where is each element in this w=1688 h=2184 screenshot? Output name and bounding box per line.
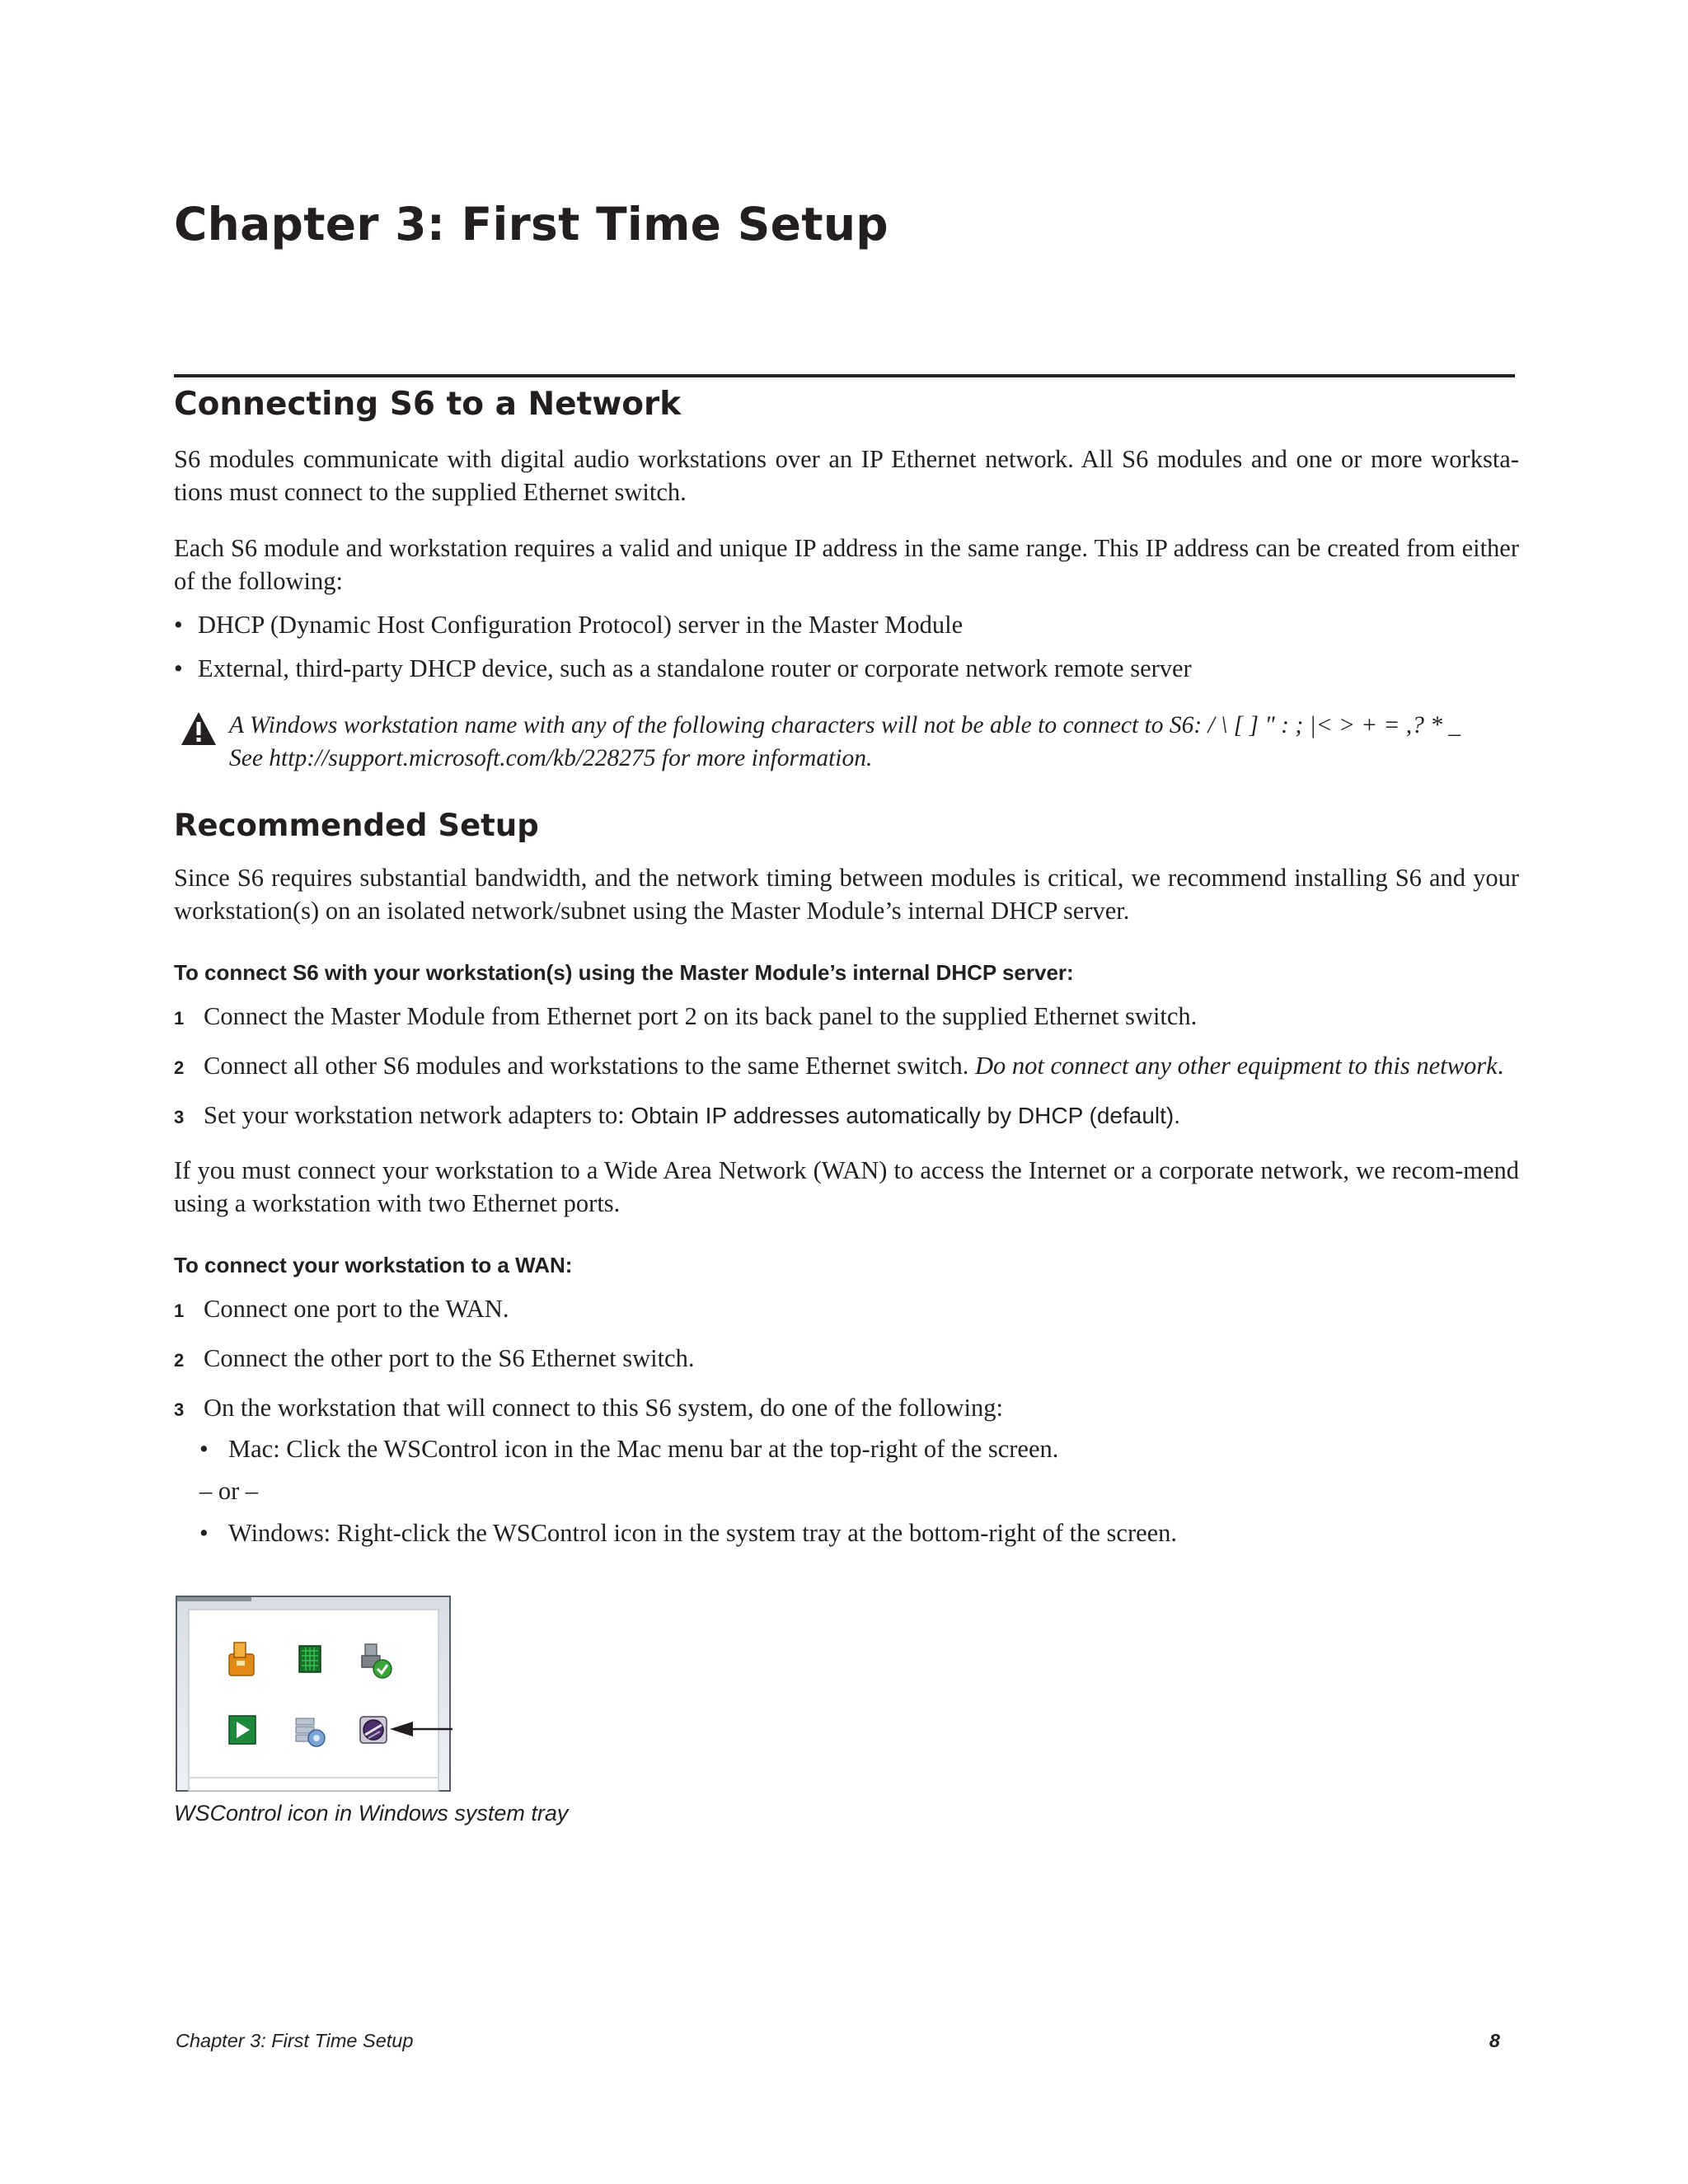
procedure-step	[174, 1342, 694, 1377]
sub-list-item	[199, 1516, 1177, 1549]
sub-list-item-text: Windows: Right-click the WSControl icon in the system tray at the bottom-right of the screen.	[228, 1519, 1178, 1547]
green-grid-icon[interactable]	[299, 1646, 321, 1672]
step-text: Connect one port to the WAN.	[204, 1295, 509, 1323]
ip-address-paragraph: Each S6 module and workstation requires a valid and unique IP address in the same range. This IP address can be created from either of the following:	[174, 534, 1519, 595]
footer-chapter: Chapter 3: First Time Setup	[176, 2030, 414, 2051]
warning-note-line: A Windows workstation name with any of the following characters will not be able to connect to S6: / \ [ ] " : ; |< > + = ,? * _	[229, 712, 1461, 738]
procedure-step	[174, 1292, 509, 1328]
bullet-dot: •	[174, 654, 183, 682]
bullet-dot: •	[174, 611, 183, 639]
procedure-heading: To connect S6 with your workstation(s) using the Master Module’s internal DHCP server:	[174, 960, 1074, 985]
wan-paragraph: If you must connect your workstation to a Wide Area Network (WAN) to access the Internet or a corporate network, we recom-mend using a workstation with two Ethernet ports.	[174, 1156, 1519, 1217]
step-text: Set your workstation network adapters to:	[204, 1101, 631, 1129]
sub-list-item-text: Mac: Click the WSControl icon in the Mac menu bar at the top-right of the screen.	[228, 1435, 1059, 1463]
step-text: On the workstation that will connect to this S6 system, do one of the following:	[204, 1394, 1003, 1422]
procedure-step	[174, 1099, 1180, 1134]
step-text-tail: .	[1497, 1052, 1504, 1080]
step-number: 3	[174, 1399, 185, 1420]
list-item-text: External, third-party DHCP device, such as a standalone router or corporate network remote server	[198, 654, 1192, 682]
tray-panel	[189, 1610, 438, 1791]
chapter-title: Chapter 3: First Time Setup	[174, 198, 889, 251]
sub-list-item	[199, 1432, 1058, 1465]
step-text: Connect all other S6 modules and workstations to the same Ethernet switch.	[204, 1052, 975, 1080]
step-number: 3	[174, 1107, 185, 1127]
section-title: Connecting S6 to a Network	[174, 386, 682, 423]
intro-paragraph: S6 modules communicate with digital audio workstations over an IP Ethernet network. All S6 modules and one or more worksta-tions must connect to the supplied Ethernet switch.	[174, 445, 1519, 506]
procedure-step	[174, 1049, 1503, 1085]
system-tray-screenshot	[174, 1595, 454, 1793]
page-number: 8	[1489, 2030, 1500, 2051]
tray-frame-shadow	[177, 1597, 251, 1601]
list-item-text: DHCP (Dynamic Host Configuration Protocol) server in the Master Module	[198, 611, 964, 639]
step-text: Connect the Master Module from Ethernet port 2 on its back panel to the supplied Ethernet switch.	[204, 1002, 1198, 1030]
figure-caption: WSControl icon in Windows system tray	[174, 1801, 569, 1825]
wscontrol-icon[interactable]	[360, 1717, 387, 1743]
step-emphasis: Do not connect any other equipment to this network	[975, 1052, 1498, 1080]
bullet-dot: •	[199, 1435, 209, 1463]
setting-value: Obtain IP addresses automatically by DHCP (default).	[631, 1103, 1181, 1128]
play-arrow-icon[interactable]	[229, 1716, 256, 1744]
or-separator: – or –	[199, 1477, 259, 1505]
step-number: 1	[174, 1008, 185, 1029]
warning-note-line: See http://support.microsoft.com/kb/228275 for more information.	[229, 745, 873, 771]
step-text: Connect the other port to the S6 Ethernet switch.	[204, 1344, 695, 1372]
list-item	[174, 652, 1192, 685]
step-number: 2	[174, 1057, 185, 1078]
list-item	[174, 608, 963, 641]
procedure-step	[174, 1000, 1197, 1035]
procedure-heading: To connect your workstation to a WAN:	[174, 1253, 573, 1277]
step-number: 2	[174, 1350, 185, 1371]
recommended-paragraph: Since S6 requires substantial bandwidth, and the network timing between modules is critical, we recommend installing S6 and your workstation(s) on an isolated network/subnet using the Master Module’s internal DHCP server.	[174, 864, 1519, 925]
section-divider	[174, 374, 1515, 377]
procedure-step	[174, 1391, 1003, 1427]
bullet-dot: •	[199, 1519, 209, 1547]
subsection-title: Recommended Setup	[174, 808, 539, 843]
step-number: 1	[174, 1301, 185, 1321]
warning-icon	[180, 710, 218, 747]
warning-note	[229, 709, 1515, 775]
